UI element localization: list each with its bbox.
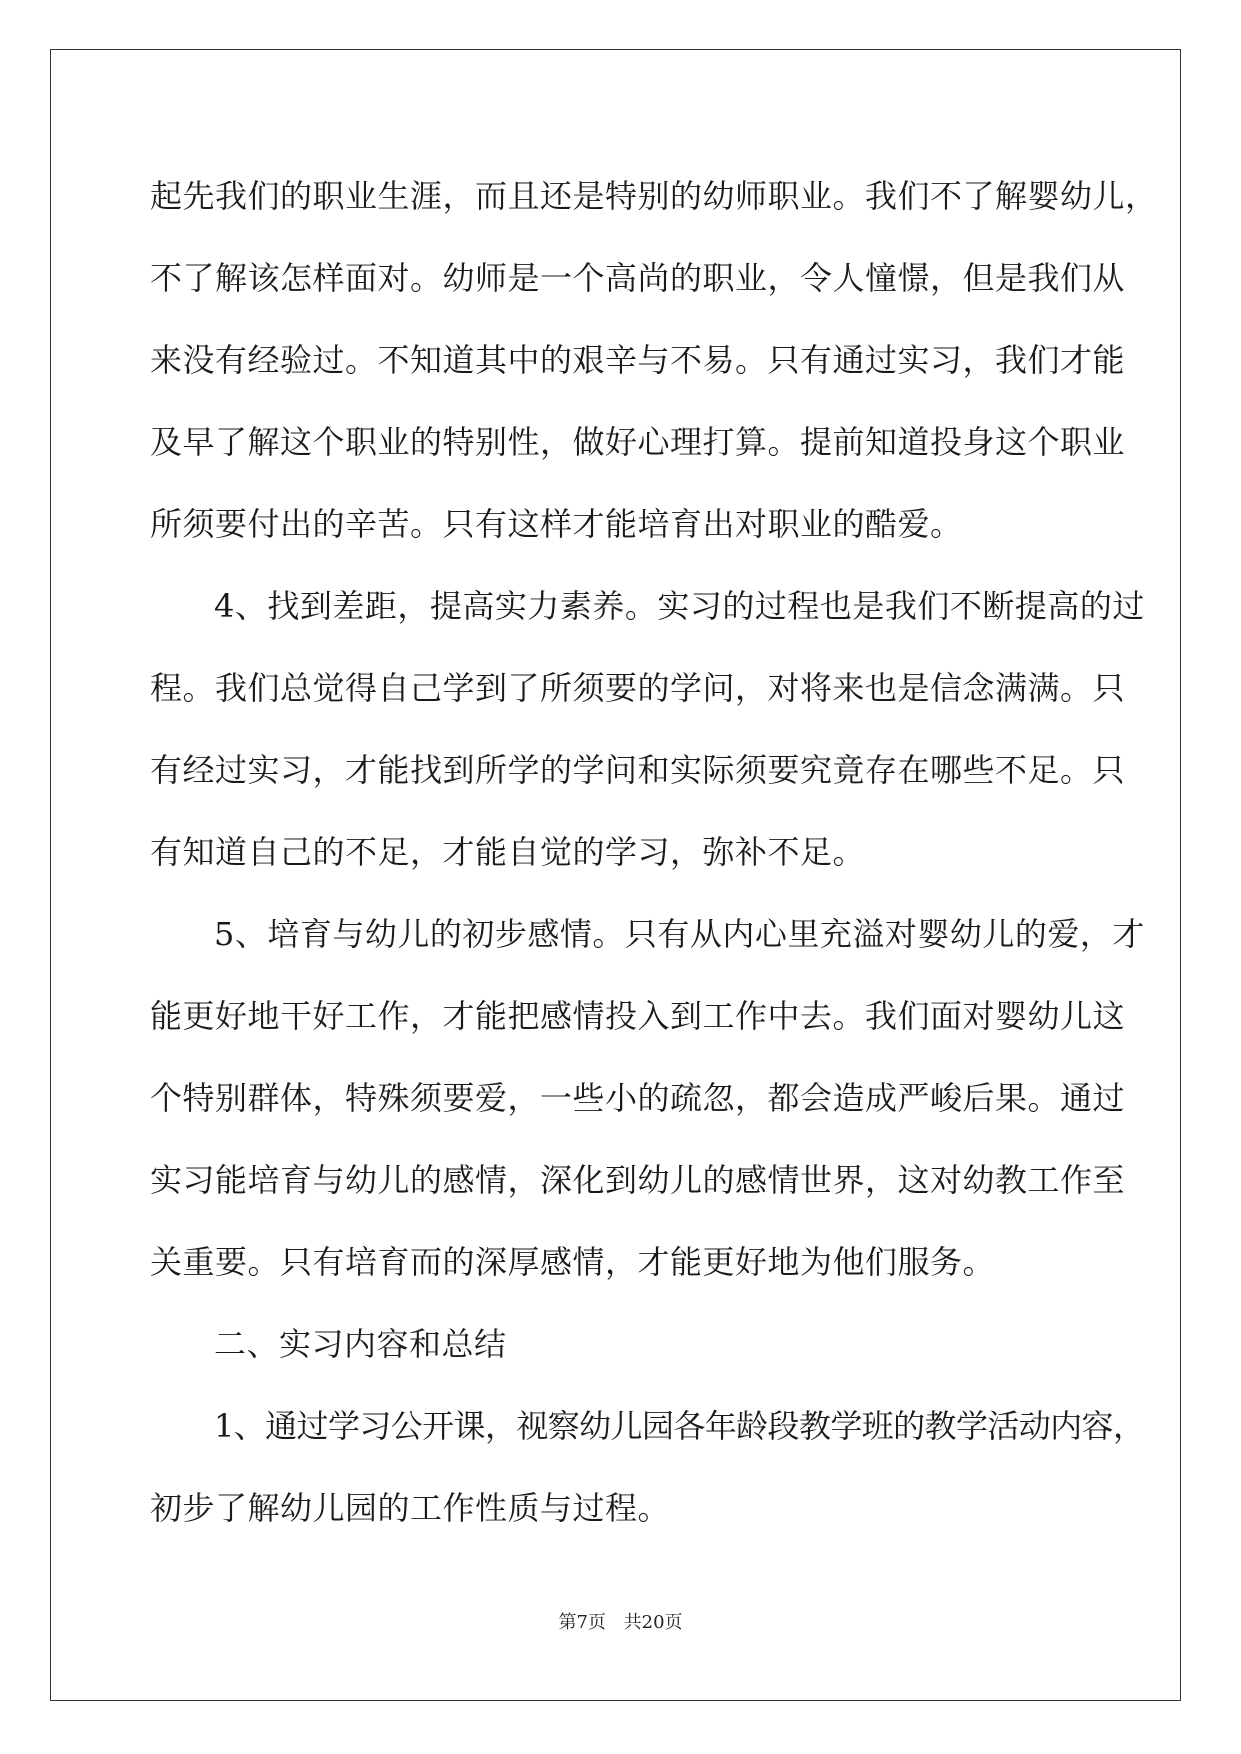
page-total: 共20页 (623, 1612, 683, 1633)
paragraph-line: 实习能培育与幼儿的感情，深化到幼儿的感情世界，这对幼教工作至 (150, 1161, 1126, 1199)
paragraph-line: 有经过实习，才能找到所学的学问和实际须要究竟存在哪些不足。只 (150, 751, 1126, 789)
paragraph-line: 能更好地干好工作，才能把感情投入到工作中去。我们面对婴幼儿这 (150, 997, 1126, 1035)
paragraph-line: 有知道自己的不足，才能自觉的学习，弥补不足。 (150, 833, 866, 871)
paragraph-line: 所须要付出的辛苦。只有这样才能培育出对职业的酷爱。 (150, 505, 963, 543)
paragraph-line: 5、培育与幼儿的初步感情。只有从内心里充溢对婴幼儿的爱，才 (214, 915, 1145, 953)
paragraph-line: 1、通过学习公开课，视察幼儿园各年龄段教学班的教学活动内容， (214, 1407, 1145, 1445)
paragraph-line: 程。我们总觉得自己学到了所须要的学问，对将来也是信念满满。只 (150, 669, 1126, 707)
section-heading: 二、实习内容和总结 (214, 1325, 507, 1363)
paragraph-line: 来没有经验过。不知道其中的艰辛与不易。只有通过实习，我们才能 (150, 341, 1126, 379)
paragraph-line: 4、找到差距，提高实力素养。实习的过程也是我们不断提高的过 (214, 587, 1145, 625)
paragraph-line: 个特别群体，特殊须要爱，一些小的疏忽，都会造成严峻后果。通过 (150, 1079, 1126, 1117)
paragraph-line: 初步了解幼儿园的工作性质与过程。 (150, 1489, 671, 1527)
paragraph-line: 起先我们的职业生涯，而且还是特别的幼师职业。我们不了解婴幼儿， (150, 177, 1158, 215)
paragraph-line: 关重要。只有培育而的深厚感情，才能更好地为他们服务。 (150, 1243, 996, 1281)
paragraph-line: 不了解该怎样面对。幼师是一个高尚的职业，令人憧憬，但是我们从 (150, 259, 1126, 297)
page-footer (0, 1608, 1241, 1634)
document-body (150, 155, 1158, 1549)
page-number: 第7页 (558, 1612, 606, 1633)
paragraph-line: 及早了解这个职业的特别性，做好心理打算。提前知道投身这个职业 (150, 423, 1126, 461)
